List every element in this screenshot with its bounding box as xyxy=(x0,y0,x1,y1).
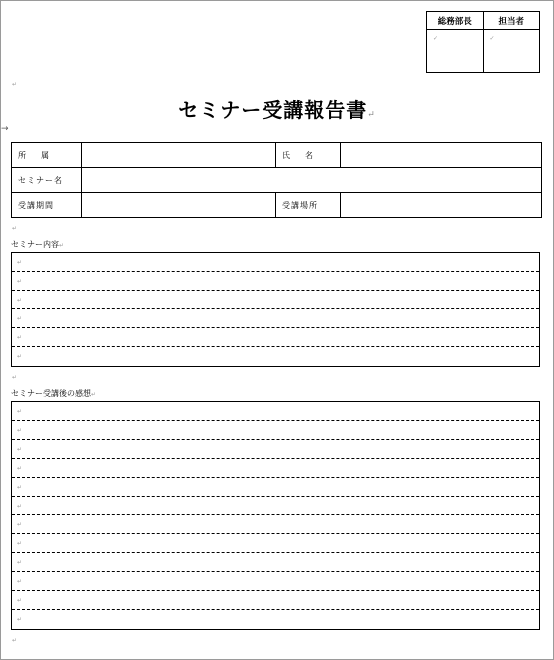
paragraph-mark: ↵ xyxy=(17,597,23,605)
document-title-text: セミナー受講報告書 xyxy=(178,98,368,122)
paragraph-mark: ↵ xyxy=(12,637,18,644)
paragraph-mark: ↵ xyxy=(17,540,23,548)
paragraph-mark: ↵ xyxy=(17,315,23,323)
paragraph-mark: ↵ xyxy=(17,483,23,491)
paragraph-mark: ↵ xyxy=(17,445,23,453)
writing-line[interactable] xyxy=(12,421,539,440)
writing-line[interactable] xyxy=(12,440,539,459)
content-lined-box[interactable] xyxy=(11,252,540,367)
report-info-table xyxy=(11,142,542,218)
writing-line[interactable] xyxy=(12,534,539,553)
name-field[interactable] xyxy=(341,143,542,168)
paragraph-mark: ↵ xyxy=(17,259,23,266)
paragraph-mark: ↵ xyxy=(17,277,23,285)
paragraph-mark: ↵ xyxy=(17,334,23,342)
impression-section-label: セミナー受講後の感想↵ xyxy=(11,389,97,398)
paragraph-mark: ↵ xyxy=(17,353,23,361)
content-section-label: セミナー内容↵ xyxy=(11,240,65,249)
approval-header-person-in-charge: 担当者 xyxy=(483,12,540,30)
paragraph-mark: ↵ xyxy=(17,578,23,586)
writing-line[interactable] xyxy=(12,553,539,572)
seminar-name-label: セミナー名 xyxy=(12,168,82,193)
period-field[interactable] xyxy=(82,193,276,218)
impression-lined-box[interactable] xyxy=(11,401,540,630)
writing-line[interactable] xyxy=(12,478,539,497)
writing-line[interactable] xyxy=(12,328,539,347)
writing-line[interactable] xyxy=(12,515,539,534)
approval-cell-person-in-charge[interactable]: ✓ xyxy=(483,30,540,73)
writing-line[interactable] xyxy=(12,272,539,291)
writing-line[interactable] xyxy=(12,347,539,366)
content-section-label-text: セミナー内容 xyxy=(11,240,59,249)
name-label: 氏名 xyxy=(276,143,341,168)
paragraph-mark: ↵ xyxy=(12,374,18,381)
paragraph-mark: ↵ xyxy=(17,408,23,415)
paragraph-mark: ↵ xyxy=(17,296,23,304)
document-title xyxy=(0,94,554,123)
approval-header-general-manager: 総務部長 xyxy=(427,12,484,30)
margin-arrow-icon: → xyxy=(1,124,9,134)
paragraph-mark: ↵ xyxy=(17,615,23,623)
paragraph-mark: ↵ xyxy=(12,225,18,232)
seminar-name-field[interactable] xyxy=(82,168,542,193)
writing-line[interactable] xyxy=(12,291,539,310)
writing-line[interactable] xyxy=(12,459,539,478)
writing-line[interactable] xyxy=(12,572,539,591)
impression-section-label-text: セミナー受講後の感想 xyxy=(11,389,91,398)
approval-cell-general-manager[interactable]: ✓ xyxy=(427,30,484,73)
paragraph-mark: ↵ xyxy=(17,502,23,510)
writing-line[interactable] xyxy=(12,253,539,272)
affiliation-label: 所属 xyxy=(12,143,82,168)
approval-stamp-table xyxy=(426,11,540,73)
paragraph-mark: ↵ xyxy=(12,81,18,88)
affiliation-field[interactable] xyxy=(82,143,276,168)
writing-line[interactable] xyxy=(12,591,539,610)
paragraph-mark: ↵ xyxy=(17,559,23,567)
writing-line[interactable] xyxy=(12,402,539,421)
location-label: 受講場所 xyxy=(276,193,341,218)
period-label: 受講期間 xyxy=(12,193,82,218)
paragraph-mark: ↵ xyxy=(17,426,23,434)
return-mark-icon: ↵ xyxy=(367,110,376,120)
paragraph-mark: ↵ xyxy=(17,521,23,529)
paragraph-mark: ↵ xyxy=(17,464,23,472)
location-field[interactable] xyxy=(341,193,542,218)
writing-line[interactable] xyxy=(12,309,539,328)
writing-line[interactable] xyxy=(12,497,539,516)
writing-line[interactable] xyxy=(12,610,539,629)
